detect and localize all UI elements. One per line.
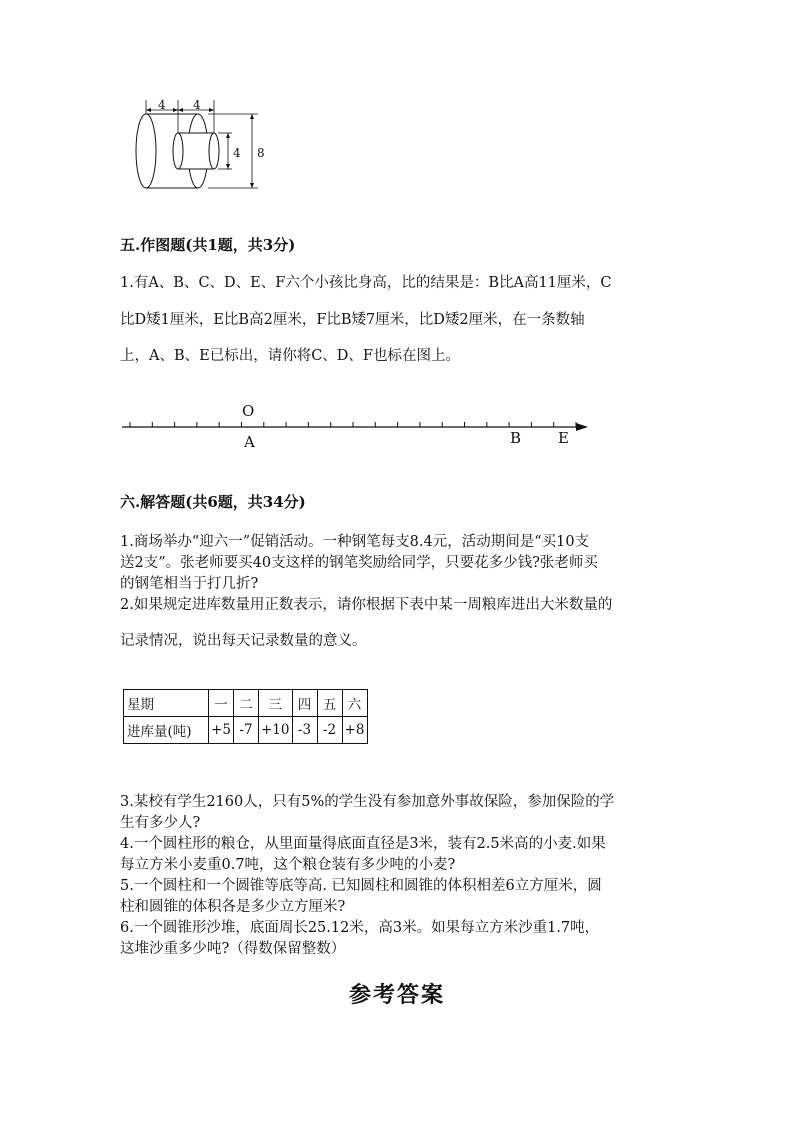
s6-q4-line2: 每立方米小麦重0.7吨，这个粮仓装有多少吨的小麦? [120,857,456,873]
s6-q4-line1: 4.一个圆柱形的粮仓，从里面量得底面直径是3米，装有2.5米高的小麦.如果 [120,836,606,852]
s6-q1-line2: 送2支”。张老师要买40支这样的钢笔奖励给同学，只要花多少钱?张老师买 [120,555,598,571]
s6-q1-line1: 1.商场举办“迎六一”促销活动。一种钢笔每支8.4元，活动期间是“买10支 [120,534,590,550]
number-line [118,400,598,452]
s6-q6-line2: 这堆沙重多少吨?（得数保留整数） [120,941,346,957]
s6-q5-line1: 5.一个圆柱和一个圆锥等底等高. 已知圆柱和圆锥的体积相差6立方厘米，圆 [120,878,602,894]
table-cell: -2 [317,717,342,744]
table-row [124,717,368,744]
table-header-cell: 五 [317,690,342,717]
table-cell: +10 [259,717,293,744]
s5-q1-line3: 上，A、B、E已标出，请你将C、D、F也标在图上。 [120,348,460,364]
s6-q3-line2: 生有多少人? [120,815,201,831]
dim-label-inner: 4 [233,146,241,160]
table-cell: +8 [342,717,367,744]
dim-label-top-right: 4 [193,98,201,112]
table-row-label: 进库量(吨) [124,717,209,744]
table-header-cell: 星期 [124,690,209,717]
rice-record-table [123,689,368,744]
s5-q1-line1: 1.有A、B、C、D、E、F六个小孩比身高，比的结果是：B比A高11厘米，C [120,275,612,291]
dim-label-outer: 8 [257,146,265,160]
table-header-cell: 六 [342,690,367,717]
s6-q2-line1: 2.如果规定进库数量用正数表示，请你根据下表中某一周粮库进出大米数量的 [120,597,613,613]
table-header-cell: 四 [292,690,317,717]
s6-q3-line1: 3.某校有学生2160人，只有5%的学生没有参加意外事故保险，参加保险的学 [120,794,615,810]
s6-q5-line2: 柱和圆锥的体积各是多少立方厘米? [120,899,346,915]
table-header-cell: 三 [259,690,293,717]
section6-heading: 六.解答题(共6题，共34分) [120,493,306,511]
answer-title: 参考答案 [348,982,445,1008]
table-cell: -3 [292,717,317,744]
table-header-cell: 二 [234,690,259,717]
table-header-cell: 一 [209,690,234,717]
s6-q1-line3: 的钢笔相当于打几折? [120,576,259,592]
dim-label-top-left: 4 [158,98,166,112]
table-cell: +5 [209,717,234,744]
origin-label: O [242,402,255,420]
s5-q1-line2: 比D矮1厘米，E比B高2厘米，F比B矮7厘米，比D矮2厘米，在一条数轴 [120,312,585,328]
table-header-row [124,690,368,717]
point-a-label: A [244,433,255,451]
s6-q2-line2: 记录情况，说出每天记录数量的意义。 [120,633,367,649]
table-cell: -7 [234,717,259,744]
point-b-label: B [510,429,522,447]
point-e-label: E [558,429,569,447]
s6-q6-line1: 6.一个圆锥形沙堆，底面周长25.12米，高3米。如果每立方米沙重1.7吨， [120,920,600,936]
section5-heading: 五.作图题(共1题，共3分) [120,236,296,254]
